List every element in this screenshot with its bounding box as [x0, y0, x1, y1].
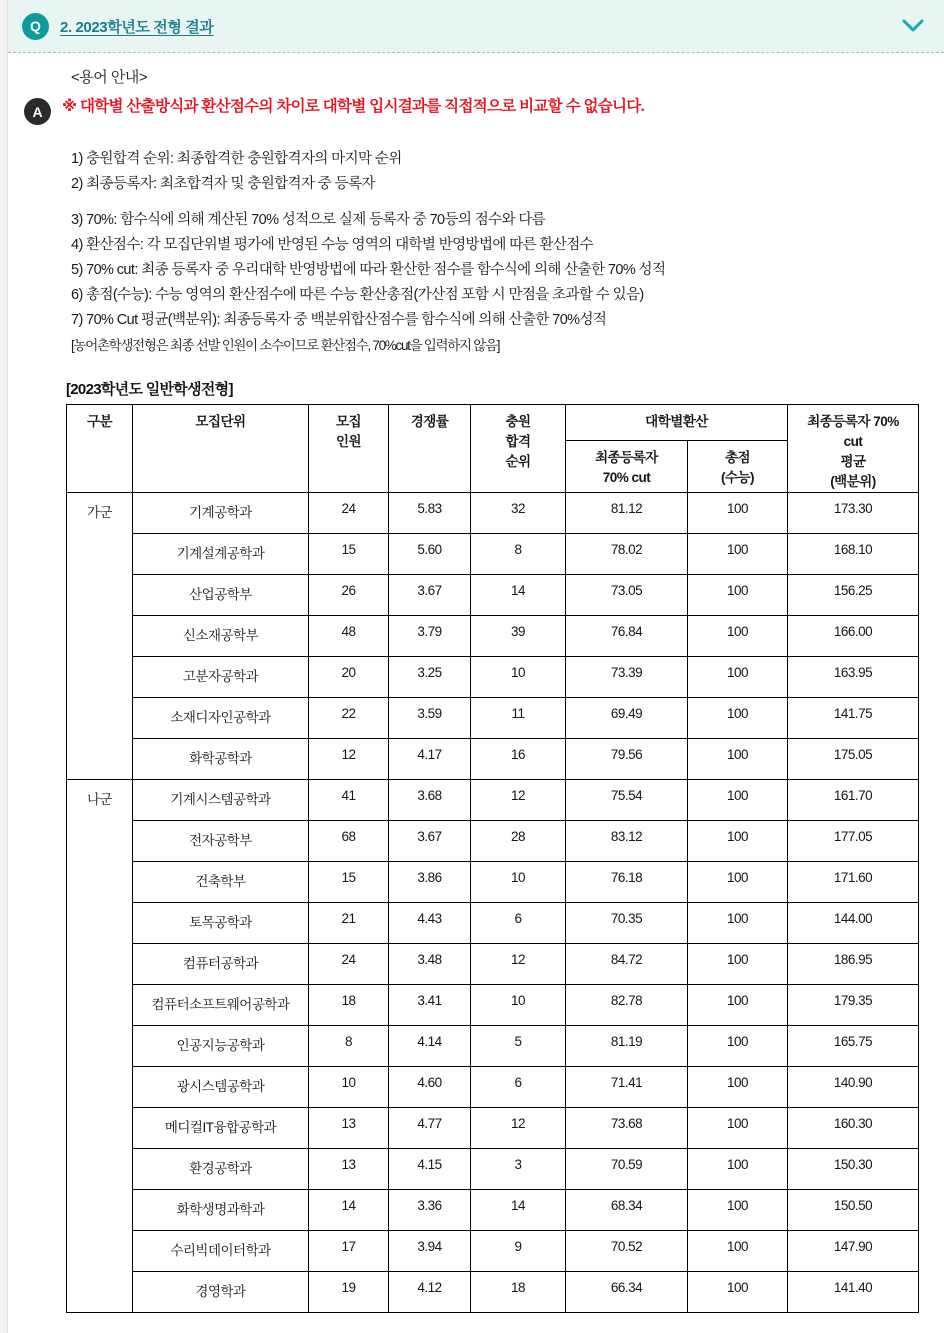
cell-total: 100: [688, 616, 788, 657]
cell-total: 100: [688, 739, 788, 780]
header-rank: [471, 405, 566, 493]
cell-total: 100: [688, 1067, 788, 1108]
cell-total: 100: [688, 1272, 788, 1313]
cell-cut: 75.54: [566, 780, 688, 821]
note-item-3: 3) 70%: 함수식에 의해 계산된 70% 성적으로 실제 등록자 중 70등의 점수와 다름: [71, 212, 546, 228]
cell-cut: 71.41: [566, 1067, 688, 1108]
cell-total: 100: [688, 534, 788, 575]
cell-cut: 83.12: [566, 821, 688, 862]
header-avg-line1: 최종등록자 70%: [807, 414, 899, 429]
cell-total: 100: [688, 575, 788, 616]
admission-results-table: [66, 404, 919, 1313]
header-quota-line2: 인원: [335, 434, 362, 449]
cell-ratio: 3.67: [389, 575, 471, 616]
cell-unit: 경영학과: [133, 1272, 309, 1313]
cell-cut: 68.34: [566, 1190, 688, 1231]
header-avg-line2: cut: [843, 434, 863, 449]
cell-ratio: 4.14: [389, 1026, 471, 1067]
cell-unit: 화학공학과: [133, 739, 309, 780]
header-total-line1: 총점: [724, 450, 751, 465]
header-avg-line4: (백분위): [830, 474, 876, 489]
cell-quota: 10: [309, 1067, 389, 1108]
answer-badge: A: [24, 98, 51, 125]
table-row: [67, 821, 919, 862]
cell-quota: 21: [309, 903, 389, 944]
cell-ratio: 3.67: [389, 821, 471, 862]
cell-avg: 160.30: [788, 1108, 919, 1149]
cell-total: 100: [688, 1108, 788, 1149]
cell-cut: 70.52: [566, 1231, 688, 1272]
cell-ratio: 3.41: [389, 985, 471, 1026]
question-title[interactable]: 2. 2023학년도 전형 결과: [60, 18, 214, 36]
table-row: [67, 1231, 919, 1272]
cell-quota: 68: [309, 821, 389, 862]
cell-cut: 82.78: [566, 985, 688, 1026]
warning-row: [24, 97, 928, 125]
cell-total: 100: [688, 944, 788, 985]
term-guide-heading: <용어 안내>: [71, 69, 148, 86]
cell-quota: 48: [309, 616, 389, 657]
header-rank-line1: 충원: [505, 414, 531, 429]
cell-rank: 12: [471, 1108, 566, 1149]
cell-total: 100: [688, 1026, 788, 1067]
cell-rank: 32: [471, 493, 566, 534]
cell-rank: 3: [471, 1149, 566, 1190]
header-total: [688, 441, 788, 493]
cell-unit: 기계설계공학과: [133, 534, 309, 575]
note-spacer: [71, 197, 928, 208]
warning-text: ※ 대학별 산출방식과 환산점수의 차이로 대학별 입시결과를 직접적으로 비교할 수 없습니다.: [62, 98, 645, 115]
header-gubun: 구분: [67, 405, 133, 493]
cell-avg: 168.10: [788, 534, 919, 575]
cell-avg: 150.30: [788, 1149, 919, 1190]
note-item-7: 7) 70% Cut 평균(백분위): 최종등록자 중 백분위합산점수를 함수식에 의해 산출한 70%성적: [71, 312, 607, 328]
cell-rank: 12: [471, 780, 566, 821]
cell-rank: 10: [471, 985, 566, 1026]
cell-unit: 컴퓨터소프트웨어공학과: [133, 985, 309, 1026]
cell-total: 100: [688, 862, 788, 903]
cell-unit: 인공지능공학과: [133, 1026, 309, 1067]
table-row: [67, 1272, 919, 1313]
cell-quota: 17: [309, 1231, 389, 1272]
table-row: [67, 575, 919, 616]
cell-total: 100: [688, 1231, 788, 1272]
answer-body: [8, 53, 944, 358]
cell-rank: 14: [471, 575, 566, 616]
cell-unit: 컴퓨터공학과: [133, 944, 309, 985]
cell-rank: 16: [471, 739, 566, 780]
cell-unit: 메디컬IT융합공학과: [133, 1108, 309, 1149]
question-header[interactable]: [8, 0, 944, 52]
header-cut: [566, 441, 688, 493]
table-row: [67, 616, 919, 657]
cell-quota: 20: [309, 657, 389, 698]
cell-avg: 171.60: [788, 862, 919, 903]
cell-cut: 73.39: [566, 657, 688, 698]
cell-group-name: 나군: [67, 780, 133, 1313]
cell-unit: 전자공학부: [133, 821, 309, 862]
header-ratio: 경쟁률: [389, 405, 471, 493]
cell-ratio: 3.68: [389, 780, 471, 821]
cell-total: 100: [688, 821, 788, 862]
table-row: [67, 493, 919, 534]
cell-avg: 175.05: [788, 739, 919, 780]
cell-quota: 14: [309, 1190, 389, 1231]
cell-quota: 18: [309, 985, 389, 1026]
cell-avg: 163.95: [788, 657, 919, 698]
table-header-row-1: [67, 405, 919, 441]
header-cut-line2: 70% cut: [602, 470, 651, 485]
table-caption: [2023학년도 일반학생전형]: [66, 381, 233, 398]
cell-avg: 179.35: [788, 985, 919, 1026]
cell-quota: 13: [309, 1108, 389, 1149]
cell-group-name: 가군: [67, 493, 133, 780]
table-row: [67, 739, 919, 780]
cell-total: 100: [688, 493, 788, 534]
cell-cut: 81.19: [566, 1026, 688, 1067]
cell-avg: 177.05: [788, 821, 919, 862]
cell-avg: 144.00: [788, 903, 919, 944]
cell-ratio: 5.60: [389, 534, 471, 575]
cell-unit: 기계공학과: [133, 493, 309, 534]
cell-ratio: 4.15: [389, 1149, 471, 1190]
cell-ratio: 3.36: [389, 1190, 471, 1231]
table-row: [67, 1026, 919, 1067]
table-row: [67, 780, 919, 821]
header-rank-line2: 합격: [505, 434, 531, 449]
cell-total: 100: [688, 903, 788, 944]
header-cut-line1: 최종등록자: [595, 450, 658, 465]
cell-ratio: 3.25: [389, 657, 471, 698]
table-row: [67, 985, 919, 1026]
cell-unit: 기계시스템공학과: [133, 780, 309, 821]
cell-cut: 79.56: [566, 739, 688, 780]
header-rank-line3: 순위: [505, 454, 531, 469]
cell-avg: 141.40: [788, 1272, 919, 1313]
question-badge: Q: [22, 13, 49, 40]
cell-rank: 18: [471, 1272, 566, 1313]
cell-rank: 5: [471, 1026, 566, 1067]
cell-unit: 소재디자인공학과: [133, 698, 309, 739]
cell-cut: 81.12: [566, 493, 688, 534]
cell-quota: 19: [309, 1272, 389, 1313]
cell-quota: 41: [309, 780, 389, 821]
cell-rank: 11: [471, 698, 566, 739]
cell-unit: 건축학부: [133, 862, 309, 903]
cell-ratio: 3.59: [389, 698, 471, 739]
table-body: [67, 493, 919, 1313]
cell-total: 100: [688, 780, 788, 821]
table-row: [67, 1190, 919, 1231]
cell-cut: 73.05: [566, 575, 688, 616]
cell-rank: 14: [471, 1190, 566, 1231]
header-conversion-group: 대학별환산: [566, 405, 788, 441]
cell-quota: 8: [309, 1026, 389, 1067]
cell-ratio: 4.60: [389, 1067, 471, 1108]
cell-cut: 76.18: [566, 862, 688, 903]
cell-avg: 147.90: [788, 1231, 919, 1272]
table-row: [67, 862, 919, 903]
cell-quota: 24: [309, 944, 389, 985]
cell-quota: 15: [309, 862, 389, 903]
table-row: [67, 698, 919, 739]
cell-avg: 141.75: [788, 698, 919, 739]
table-row: [67, 1149, 919, 1190]
cell-unit: 토목공학과: [133, 903, 309, 944]
cell-avg: 186.95: [788, 944, 919, 985]
chevron-down-icon[interactable]: [900, 13, 926, 39]
table-row: [67, 903, 919, 944]
header-quota-line1: 모집: [335, 414, 362, 429]
note-item-4: 4) 환산점수: 각 모집단위별 평가에 반영된 수능 영역의 대학별 반영방법에 따른 환산점수: [71, 237, 594, 253]
cell-rank: 10: [471, 862, 566, 903]
cell-quota: 22: [309, 698, 389, 739]
note-item-1: 1) 충원합격 순위: 최종합격한 충원합격자의 마지막 순위: [71, 151, 402, 167]
cell-avg: 140.90: [788, 1067, 919, 1108]
cell-rank: 8: [471, 534, 566, 575]
cell-rank: 9: [471, 1231, 566, 1272]
cell-cut: 76.84: [566, 616, 688, 657]
cell-cut: 70.35: [566, 903, 688, 944]
table-row: [67, 944, 919, 985]
cell-ratio: 3.79: [389, 616, 471, 657]
header-avg: [788, 405, 919, 493]
results-table-section: [66, 378, 926, 1313]
cell-cut: 84.72: [566, 944, 688, 985]
cell-unit: 광시스템공학과: [133, 1067, 309, 1108]
cell-cut: 69.49: [566, 698, 688, 739]
table-row: [67, 1108, 919, 1149]
cell-avg: 161.70: [788, 780, 919, 821]
cell-total: 100: [688, 985, 788, 1026]
cell-rank: 10: [471, 657, 566, 698]
cell-avg: 165.75: [788, 1026, 919, 1067]
cell-cut: 78.02: [566, 534, 688, 575]
note-item-5: 5) 70% cut: 최종 등록자 중 우리대학 반영방법에 따라 환산한 점수를 함수식에 의해 산출한 70% 성적: [71, 262, 666, 278]
cell-unit: 환경공학과: [133, 1149, 309, 1190]
cell-ratio: 4.77: [389, 1108, 471, 1149]
cell-total: 100: [688, 657, 788, 698]
cell-ratio: 4.43: [389, 903, 471, 944]
cell-ratio: 4.12: [389, 1272, 471, 1313]
cell-avg: 166.00: [788, 616, 919, 657]
cell-rank: 12: [471, 944, 566, 985]
cell-rank: 6: [471, 1067, 566, 1108]
table-row: [67, 657, 919, 698]
cell-quota: 15: [309, 534, 389, 575]
notes-list: [71, 147, 928, 358]
header-total-line2: (수능): [720, 470, 755, 485]
cell-ratio: 5.83: [389, 493, 471, 534]
header-unit: 모집단위: [133, 405, 309, 493]
cell-unit: 신소재공학부: [133, 616, 309, 657]
cell-unit: 산업공학부: [133, 575, 309, 616]
header-avg-line3: 평균: [840, 454, 866, 469]
note-item-bracket: [농어촌학생전형은 최종 선발 인원이 소수이므로 환산점수, 70%cut을 입력하지 않음]: [71, 338, 500, 353]
table-head: [67, 405, 919, 493]
table-row: [67, 1067, 919, 1108]
cell-ratio: 3.86: [389, 862, 471, 903]
cell-ratio: 4.17: [389, 739, 471, 780]
cell-total: 100: [688, 1149, 788, 1190]
note-item-2: 2) 최종등록자: 최초합격자 및 충원합격자 중 등록자: [71, 176, 375, 192]
cell-rank: 39: [471, 616, 566, 657]
cell-rank: 6: [471, 903, 566, 944]
cell-avg: 156.25: [788, 575, 919, 616]
table-row: [67, 534, 919, 575]
cell-total: 100: [688, 1190, 788, 1231]
cell-total: 100: [688, 698, 788, 739]
cell-ratio: 3.94: [389, 1231, 471, 1272]
note-item-6: 6) 총점(수능): 수능 영역의 환산점수에 따른 수능 환산총점(가산점 포함 시 만점을 초과할 수 있음): [71, 287, 644, 303]
header-quota: [309, 405, 389, 493]
cell-unit: 고분자공학과: [133, 657, 309, 698]
cell-quota: 24: [309, 493, 389, 534]
cell-ratio: 3.48: [389, 944, 471, 985]
cell-avg: 150.50: [788, 1190, 919, 1231]
cell-avg: 173.30: [788, 493, 919, 534]
cell-cut: 66.34: [566, 1272, 688, 1313]
cell-quota: 26: [309, 575, 389, 616]
cell-unit: 화학생명과학과: [133, 1190, 309, 1231]
cell-quota: 12: [309, 739, 389, 780]
cell-rank: 28: [471, 821, 566, 862]
cell-cut: 73.68: [566, 1108, 688, 1149]
cell-unit: 수리빅데이터학과: [133, 1231, 309, 1272]
page-left-gutter: [0, 0, 8, 1333]
cell-quota: 13: [309, 1149, 389, 1190]
cell-cut: 70.59: [566, 1149, 688, 1190]
